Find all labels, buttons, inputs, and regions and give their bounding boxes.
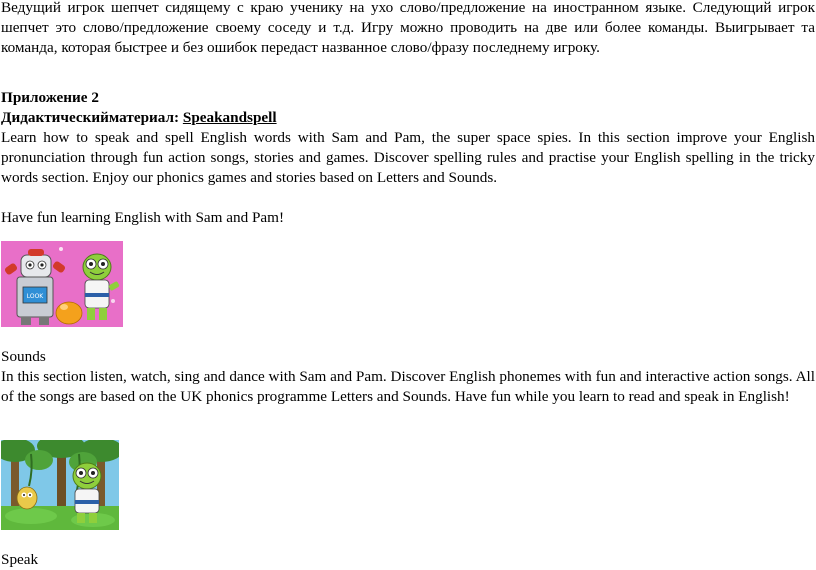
jungle-scene-image — [1, 440, 119, 530]
heading-title: Speakandspell — [182, 109, 277, 126]
blank-line — [1, 327, 815, 347]
appendix-label: Приложение 2 — [1, 89, 99, 106]
robot-sign-text: LOOK — [26, 293, 44, 300]
sounds-heading: Sounds — [1, 348, 46, 365]
sounds-paragraph: In this section listen, watch, sing and dance with Sam and Pam. Discover English phonemes with fun and interactive action songs. All of the songs are based on the UK phonics programme Letters and Sounds. Have fun while you learn to read and speak in English! — [1, 368, 815, 405]
blank-line — [1, 407, 815, 427]
have-fun-line: Have fun learning English with Sam and Pam! — [1, 209, 285, 226]
blank-line — [1, 58, 815, 78]
section-heading — [1, 108, 815, 128]
speak-heading: Speak — [1, 551, 39, 568]
sam-and-pam-image — [1, 241, 123, 327]
speakandspell-paragraph: Learn how to speak and spell English words with Sam and Pam, the super space spies. In this section improve your English pronunciation through fun action songs, stories and games. Discover spelling rules and practise your English spelling in the tricky words section. Enjoy our phonics games and stories based on Letters and Sounds. — [1, 129, 815, 186]
document-page — [1, 0, 815, 570]
blank-line — [1, 188, 815, 208]
heading-prefix: Дидактическийматериал: — [1, 109, 183, 126]
blank-line — [1, 530, 815, 550]
intro-paragraph: Ведущий игрок шепчет сидящему с краю ученику на ухо слово/предложение на иностранном языке. Следующий игрок шепчет это слово/предложение своему соседу и т.д. Игру можно проводить на две или более команды. Выигрывает та команда, которая быстрее и без ошибок передаст названное слово/фразу последнему игроку. — [1, 0, 815, 56]
